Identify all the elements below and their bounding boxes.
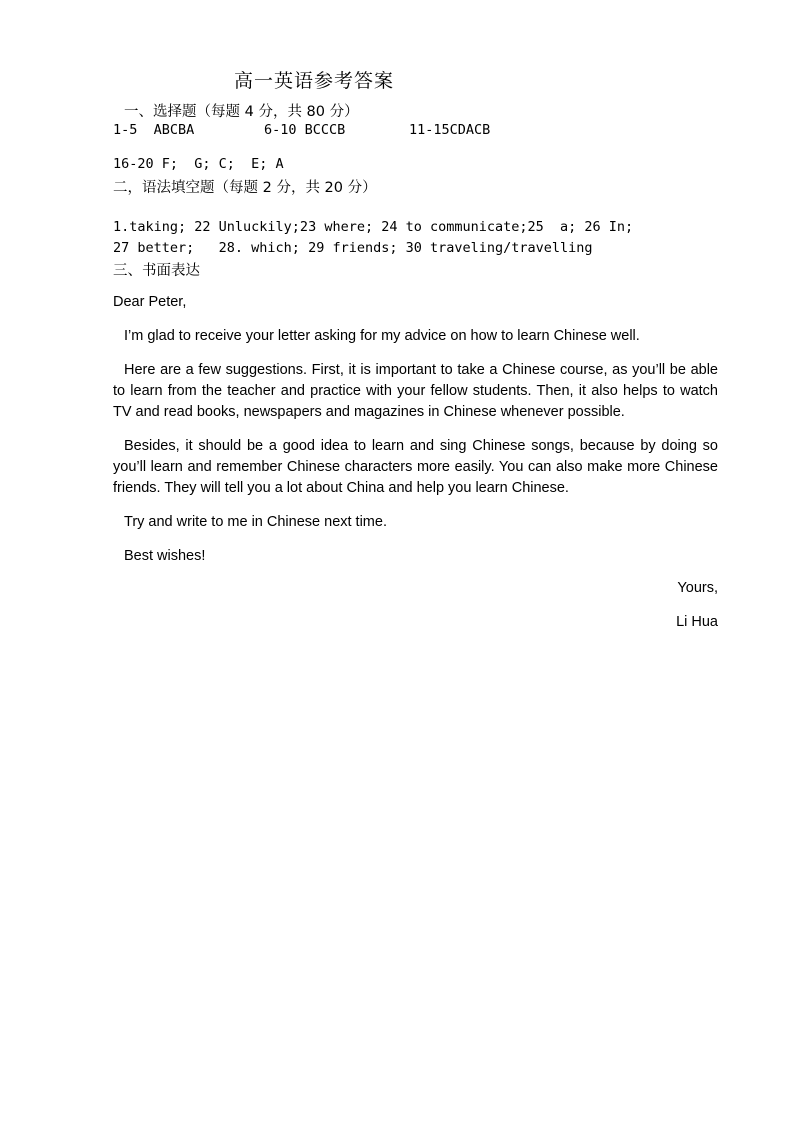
section1-row1-group3	[409, 122, 490, 138]
section3-heading: 三、书面表达	[113, 263, 200, 279]
section2-line2: 27 better; 28. which; 29 friends; 30 traveling/travelling	[113, 240, 593, 256]
letter-paragraph-1: I’m glad to receive your letter asking for my advice on how to learn Chinese well.	[124, 328, 640, 344]
letter-salutation: Dear Peter,	[113, 294, 187, 310]
page-title: 高一英语参考答案	[234, 70, 395, 92]
answer-key: CDACB	[449, 122, 491, 138]
letter-signature: Li Hua	[676, 614, 718, 630]
letter-paragraph-3: Besides, it should be a good idea to learn and sing Chinese songs, because by doing so you’ll learn and remember Chinese characters more easily. You can also make more Chinese friends. They will tell you a lot about China and help you learn Chinese.	[113, 438, 718, 496]
letter-closing: Best wishes!	[124, 548, 206, 564]
section2-heading: 二，语法填空题（每题 2 分，共 20 分）	[113, 180, 377, 196]
answer-range: 1-5	[113, 122, 138, 138]
section1-row1-group2	[264, 122, 345, 138]
answer-key: ABCBA	[153, 122, 195, 138]
answer-range: 6-10	[264, 122, 297, 138]
section1-row1-group1	[113, 122, 194, 138]
answer-range: 11-15	[409, 122, 450, 138]
section2-line1: 1.taking; 22 Unluckily;23 where; 24 to communicate;25 a; 26 In;	[113, 219, 634, 235]
section1-row2: 16-20 F; G; C; E; A	[113, 156, 284, 172]
letter-paragraph-4: Try and write to me in Chinese next time.	[124, 514, 387, 530]
letter-paragraph-2: Here are a few suggestions. First, it is important to take a Chinese course, as you’ll be able to learn from the teacher and practice with your fellow students. Then, it also helps to watch TV and read books, newspapers and magazines in Chinese whenever possible.	[113, 362, 718, 420]
letter-signoff: Yours,	[677, 580, 718, 596]
section1-heading: 一、选择题（每题 4 分，共 80 分）	[124, 104, 359, 120]
answer-key: BCCCB	[304, 122, 346, 138]
